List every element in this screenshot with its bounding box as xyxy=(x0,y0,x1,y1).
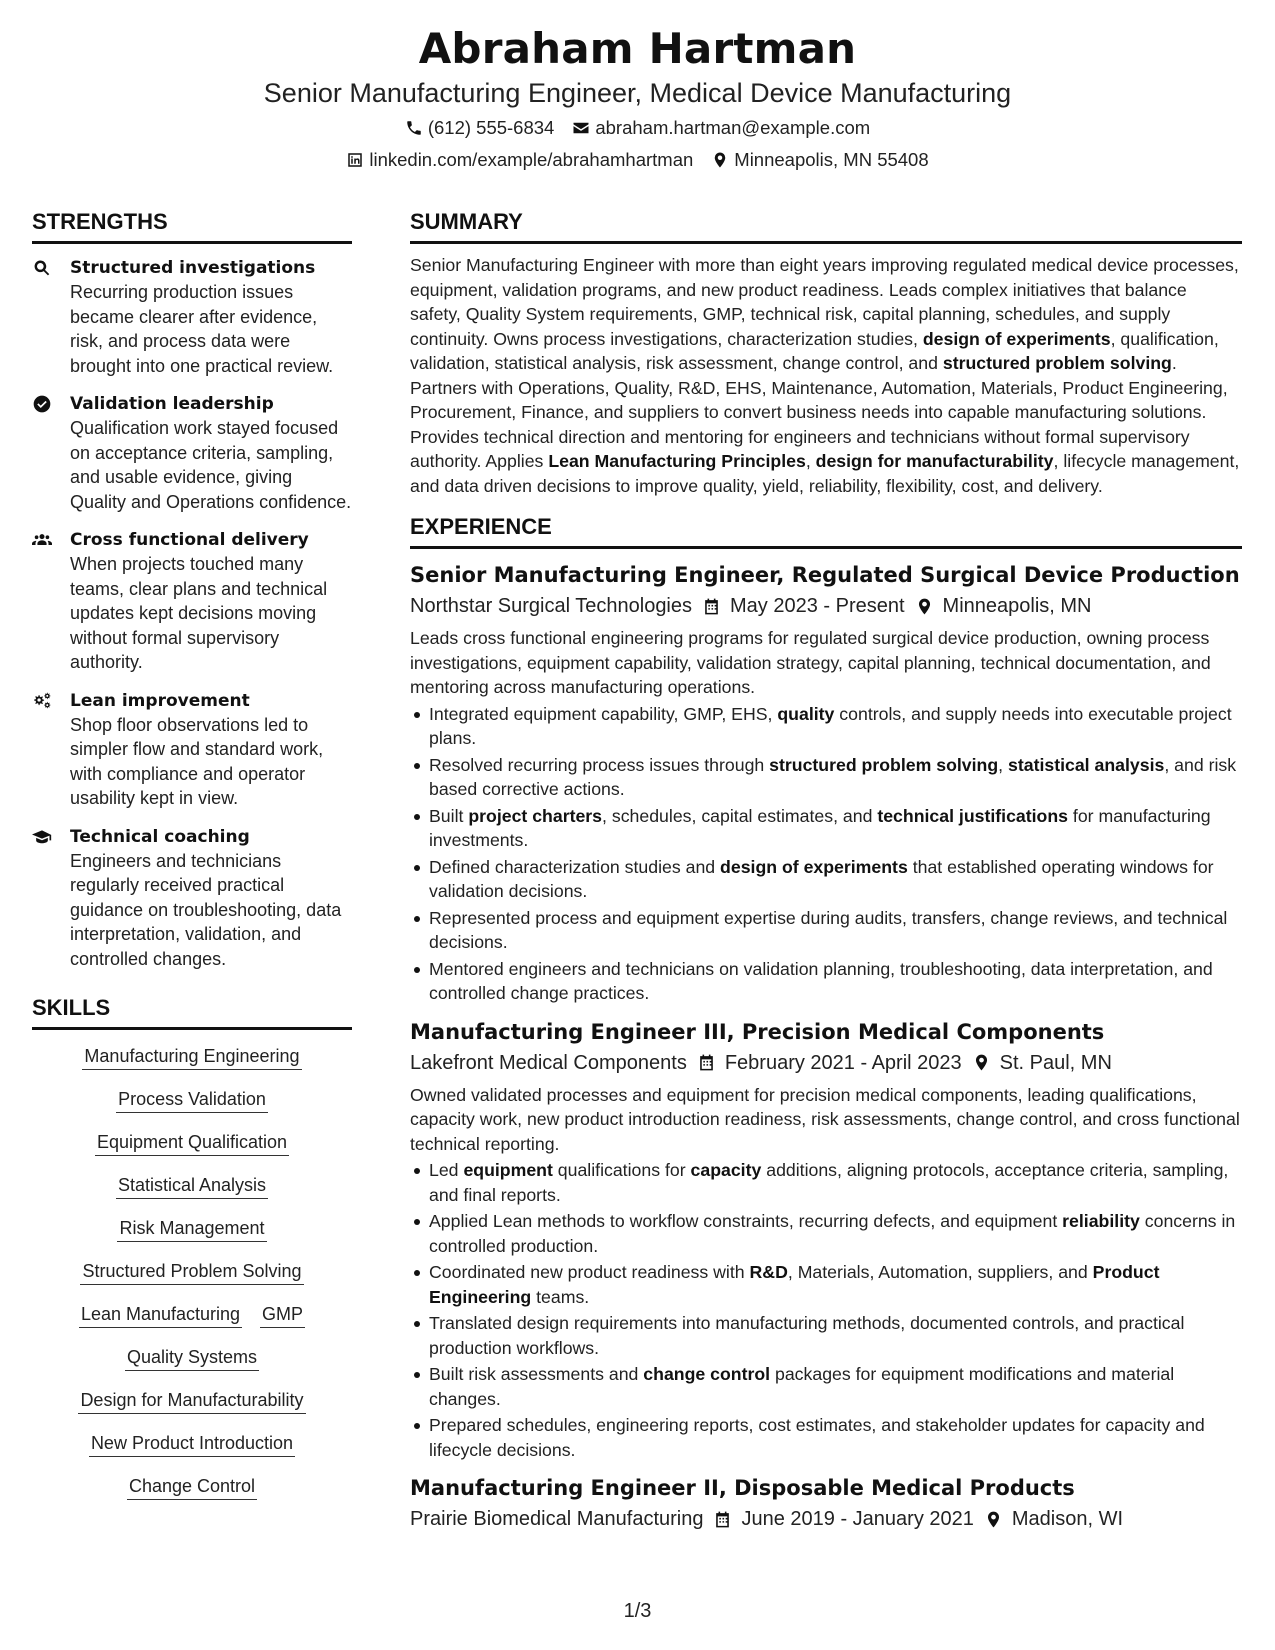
strengths-list xyxy=(32,256,352,971)
strength-item xyxy=(32,528,352,675)
experience-heading: EXPERIENCE xyxy=(410,512,1242,549)
map-pin-icon xyxy=(972,1053,991,1072)
skills-list xyxy=(32,1044,352,1500)
job-bullet: Defined characterization studies and design of experiments that established operating windows for validation decisions. xyxy=(410,855,1242,904)
email-contact[interactable] xyxy=(572,116,870,140)
left-column xyxy=(32,207,352,1517)
job-bullet: Coordinated new product readiness with R&D, Materials, Automation, suppliers, and Product Engineering teams. xyxy=(410,1260,1242,1309)
map-pin-icon xyxy=(984,1510,1003,1529)
bold-keyword: equipment xyxy=(463,1160,553,1180)
summary-heading: SUMMARY xyxy=(410,207,1242,244)
job-location: St. Paul, MN xyxy=(999,1051,1112,1074)
search-icon xyxy=(32,258,52,278)
bold-keyword: R&D xyxy=(749,1262,788,1282)
email-text: abraham.hartman@example.com xyxy=(595,117,871,138)
contact-row-2 xyxy=(0,148,1275,172)
bold-keyword: change control xyxy=(643,1364,771,1384)
job-bullet: Led equipment qualifications for capacity additions, aligning protocols, acceptance criteria, sampling, and final reports. xyxy=(410,1158,1242,1207)
job-bullet: Resolved recurring process issues through structured problem solving, statistical analysis, and risk based corrective actions. xyxy=(410,753,1242,802)
bold-keyword: structured problem solving xyxy=(769,754,999,775)
strength-item xyxy=(32,392,352,514)
strength-title: Technical coaching xyxy=(70,826,250,847)
job-dates: February 2021 - April 2023 xyxy=(724,1051,962,1074)
skill-tag: Statistical Analysis xyxy=(116,1173,268,1199)
strength-desc: Recurring production issues became clearer after evidence, risk, and process data were brought into one practical review. xyxy=(70,282,334,376)
check-circle-icon xyxy=(32,394,52,414)
skill-tag: Risk Management xyxy=(117,1216,266,1242)
job-bullet: Translated design requirements into manufacturing methods, documented controls, and practical production workflows. xyxy=(410,1311,1242,1360)
bold-keyword: statistical analysis xyxy=(1008,754,1165,775)
job-meta xyxy=(410,1505,1242,1533)
calendar-icon xyxy=(702,597,721,616)
strength-title: Lean improvement xyxy=(70,690,250,711)
map-pin-icon xyxy=(711,151,729,169)
bold-keyword: Lean Manufacturing Principles xyxy=(548,451,806,471)
job-entry xyxy=(410,1474,1242,1533)
skill-tag: Lean Manufacturing xyxy=(79,1302,242,1328)
job-entry xyxy=(410,561,1242,1006)
job-company: Prairie Biomedical Manufacturing xyxy=(410,1508,704,1530)
skill-tag: Structured Problem Solving xyxy=(80,1259,303,1285)
bold-keyword: Product Engineering xyxy=(429,1262,1160,1307)
strengths-heading: STRENGTHS xyxy=(32,207,352,244)
skill-tag: Process Validation xyxy=(116,1087,268,1113)
strength-desc: Engineers and technicians regularly received practical guidance on troubleshooting, data interpretation, validation, and controlled changes. xyxy=(70,850,342,969)
contact-row-1 xyxy=(0,116,1275,140)
job-company: Lakefront Medical Components xyxy=(410,1051,687,1074)
skill-tag: New Product Introduction xyxy=(89,1431,295,1457)
job-meta xyxy=(410,592,1242,620)
resume-header xyxy=(0,22,1275,172)
strength-item xyxy=(32,256,352,378)
strength-title: Structured investigations xyxy=(70,258,316,278)
phone-text: (612) 555-6834 xyxy=(427,117,555,138)
linkedin-text: linkedin.com/example/abrahamhartman xyxy=(369,149,694,170)
job-location: Madison, WI xyxy=(1011,1508,1124,1530)
job-entry xyxy=(410,1018,1242,1463)
skill-tag: Manufacturing Engineering xyxy=(82,1044,301,1070)
gears-icon xyxy=(32,691,52,711)
location-contact xyxy=(711,148,928,172)
job-title: Manufacturing Engineer III, Precision Medical Components xyxy=(410,1019,1105,1044)
skill-tag: Change Control xyxy=(127,1474,257,1500)
job-description: Leads cross functional engineering programs for regulated surgical device production, owning process investigations, equipment capability, validation strategy, capital planning, technical documentation, and mentoring across manufacturing operations. xyxy=(410,628,1211,697)
strength-title: Validation leadership xyxy=(70,394,274,414)
page-number: 1/3 xyxy=(623,1600,652,1622)
graduation-cap-icon xyxy=(32,827,52,847)
skills-heading: SKILLS xyxy=(32,993,352,1030)
job-location: Minneapolis, MN xyxy=(942,595,1092,617)
bold-keyword: quality xyxy=(777,703,835,724)
job-bullet: Mentored engineers and technicians on validation planning, troubleshooting, data interpretation, and controlled change practices. xyxy=(410,957,1242,1006)
calendar-icon xyxy=(713,1510,732,1529)
job-company: Northstar Surgical Technologies xyxy=(410,595,693,617)
bold-keyword: design for manufacturability xyxy=(815,451,1054,471)
right-column xyxy=(410,207,1242,1533)
job-title: Manufacturing Engineer II, Disposable Medical Products xyxy=(410,1476,1075,1500)
job-meta xyxy=(410,1049,1242,1077)
users-icon xyxy=(32,530,52,550)
strength-item xyxy=(32,689,352,811)
envelope-icon xyxy=(572,119,590,137)
strength-item xyxy=(32,825,352,972)
phone-contact[interactable] xyxy=(405,116,555,140)
bold-keyword: structured problem solving xyxy=(942,353,1172,373)
job-bullet: Prepared schedules, engineering reports, cost estimates, and stakeholder updates for capacity and lifecycle decisions. xyxy=(410,1413,1242,1462)
bold-keyword: design of experiments xyxy=(922,328,1111,349)
bold-keyword: design of experiments xyxy=(720,856,908,877)
job-bullet: Applied Lean methods to workflow constraints, recurring defects, and equipment reliability concerns in controlled production. xyxy=(410,1209,1242,1258)
summary-text: Senior Manufacturing Engineer with more than eight years improving regulated medical device processes, equipment, validation programs, and new product readiness. Leads complex initiatives that balance safety, Quality System requirements, GMP, technical risk, capital planning, schedules, and supply continuity. Owns process investigations, characterization studies, design of experiments, qualification, validation, statistical analysis, risk assessment, change control, and structured problem solving. Partners with Operations, Quality, R&D, EHS, Maintenance, Automation, Materials, Product Engineering, Procurement, Finance, and suppliers to convert business needs into capable manufacturing solutions. Provides technical direction and mentoring for engineers and technicians without formal supervisory authority. Applies Lean Manufacturing Principles, design for manufacturability, lifecycle management, and data driven decisions to improve quality, yield, reliability, flexibility, cost, and delivery. xyxy=(410,255,1240,496)
bold-keyword: project charters xyxy=(468,805,603,826)
strength-title: Cross functional delivery xyxy=(70,530,309,550)
job-bullet: Represented process and equipment expertise during audits, transfers, change reviews, and technical decisions. xyxy=(410,906,1242,955)
skill-tag: GMP xyxy=(260,1302,305,1328)
job-dates: May 2023 - Present xyxy=(730,595,905,617)
strength-desc: Qualification work stayed focused on acceptance criteria, sampling, and usable evidence, giving Quality and Operations confidence. xyxy=(70,418,352,512)
skill-tag: Quality Systems xyxy=(125,1345,259,1371)
strength-desc: When projects touched many teams, clear plans and technical updates kept decisions moving without formal supervisory authority. xyxy=(70,554,328,672)
job-dates: June 2019 - January 2021 xyxy=(741,1508,974,1530)
job-bullets xyxy=(410,1158,1242,1462)
job-bullet: Built risk assessments and change control packages for equipment modifications and material changes. xyxy=(410,1362,1242,1411)
calendar-icon xyxy=(697,1053,716,1072)
skill-tag: Equipment Qualification xyxy=(95,1130,289,1156)
phone-icon xyxy=(405,119,423,137)
location-text: Minneapolis, MN 55408 xyxy=(734,149,929,170)
job-bullet: Built project charters, schedules, capital estimates, and technical justifications for manufacturing investments. xyxy=(410,804,1242,853)
map-pin-icon xyxy=(915,597,934,616)
job-bullets xyxy=(410,702,1242,1006)
linkedin-icon xyxy=(346,151,364,169)
bold-keyword: capacity xyxy=(690,1160,762,1180)
candidate-title: Senior Manufacturing Engineer, Medical Device Manufacturing xyxy=(263,78,1012,108)
bold-keyword: reliability xyxy=(1062,1211,1140,1231)
bold-keyword: technical justifications xyxy=(877,805,1069,826)
job-title: Senior Manufacturing Engineer, Regulated Surgical Device Production xyxy=(410,563,1240,587)
strength-desc: Shop floor observations led to simpler flow and standard work, with compliance and operator usability kept in view. xyxy=(70,714,324,808)
job-description: Owned validated processes and equipment for precision medical components, leading qualifications, capacity work, new product introduction readiness, risk assessments, change control, and cross functional technical reporting. xyxy=(410,1084,1240,1154)
job-bullet: Integrated equipment capability, GMP, EHS, quality controls, and supply needs into executable project plans. xyxy=(410,702,1242,751)
linkedin-contact[interactable] xyxy=(346,148,693,172)
skill-tag: Design for Manufacturability xyxy=(78,1388,305,1414)
candidate-name: Abraham Hartman xyxy=(418,24,857,73)
